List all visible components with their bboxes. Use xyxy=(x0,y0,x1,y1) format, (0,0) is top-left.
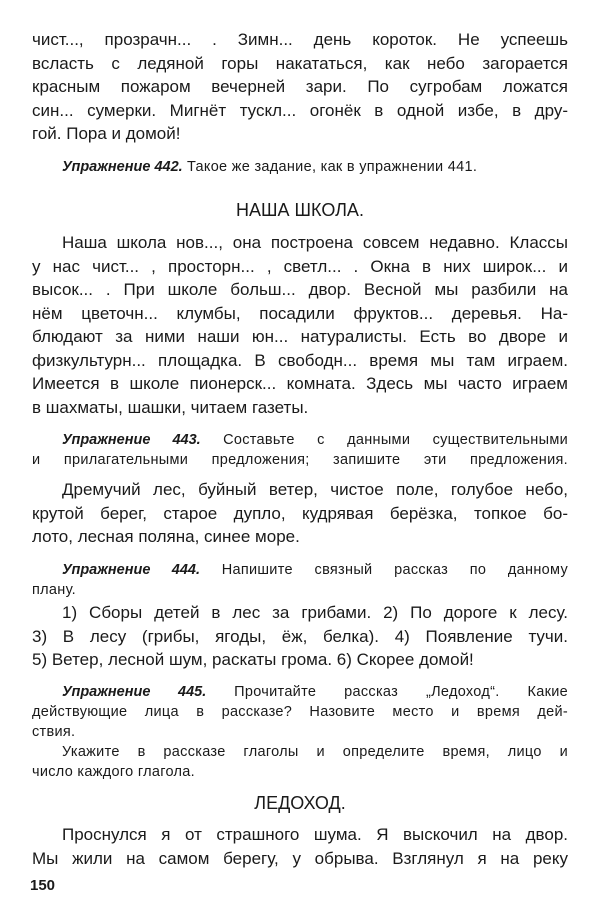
exercise-line: Укажите в рассказе глаголы и определите время, лицо и xyxy=(62,744,568,760)
text-line: Имеется в школе пионерск... комната. Здесь мы часто играем xyxy=(32,374,568,393)
text-line: нём цветочн... клумбы, посадили фруктов... деревья. На- xyxy=(32,303,568,323)
exercise-text: Составьте с данными существительными xyxy=(223,432,568,448)
exercise-label: Упражнение 443. xyxy=(62,432,201,448)
text-line: лото, лесная поляна, синее море. xyxy=(32,527,300,546)
exercise-445 xyxy=(32,682,568,782)
text-line: Наша школа нов..., она построена совсем недавно. Классы xyxy=(62,233,568,252)
paragraph-school xyxy=(32,231,568,419)
section-title-school: НАША ШКОЛА. xyxy=(236,200,364,220)
exercise-line: и прилагательными предложения; запишите эти предложения. xyxy=(32,452,568,468)
exercise-text: Напишите связный рассказ по данному xyxy=(221,562,568,578)
paragraph-winter xyxy=(32,28,568,146)
exercise-442 xyxy=(32,157,568,177)
text-line: физкультурн... площадка. В свободн... время мы там играем. xyxy=(32,350,568,370)
exercise-line: ствия. xyxy=(32,724,76,740)
exercise-label: Упражнение 442. xyxy=(62,159,183,175)
exercise-444 xyxy=(32,560,568,600)
section-title-icedrift: ЛЕДОХОД. xyxy=(254,793,346,813)
exercise-443 xyxy=(32,430,568,470)
text-line: крутой берег, старое дупло, кудрявая берёзка, топкое бо- xyxy=(32,503,568,523)
exercise-line xyxy=(32,157,568,177)
text-line: у нас чист... , просторн... , светл... . Окна в них широк... и xyxy=(32,256,568,276)
exercise-line xyxy=(32,430,568,450)
text-line: чист..., прозрачн... . Зимн... день короток. Не успеешь xyxy=(32,30,568,49)
text-line: высок... . При школе больш... двор. Весной мы разбили на xyxy=(32,280,568,299)
text-line: всласть с ледяной горы накататься, как небо загорается xyxy=(32,53,568,73)
plan-line: 3) В лесу (грибы, ягоды, ёж, белка). 4) Появление тучи. xyxy=(32,626,568,646)
exercise-line xyxy=(32,682,568,702)
exercise-line xyxy=(32,560,568,580)
text-line: Проснулся я от страшного шума. Я выскочил на двор. xyxy=(62,825,568,844)
exercise-text: Прочитайте рассказ „Ледоход“. Какие xyxy=(234,684,568,700)
text-line: в шахматы, шашки, читаем газеты. xyxy=(32,397,309,417)
paragraph-icedrift xyxy=(32,823,568,870)
exercise-line: число каждого глагола. xyxy=(32,764,195,780)
plan-line: 5) Ветер, лесной шум, раскаты грома. 6) Скорее домой! xyxy=(32,650,474,669)
exercise-line: плану. xyxy=(32,582,77,598)
text-line: Мы жили на самом берегу, у обрыва. Взглянул я на реку xyxy=(32,848,568,868)
text-line: гой. Пора и домой! xyxy=(32,124,181,143)
exercise-line: действующие лица в рассказе? Назовите место и время дей- xyxy=(32,704,568,720)
text-line: красным пожаром вечерней зари. По сугробам ложатся xyxy=(32,77,568,96)
text-line: син... сумерки. Мигнёт тускл... огонёк в одной избе, в дру- xyxy=(32,100,568,120)
plan-line: 1) Сборы детей в лес за грибами. 2) По дороге к лесу. xyxy=(62,603,568,622)
paragraph-phrases xyxy=(32,478,568,549)
page-number: 150 xyxy=(30,877,56,894)
plan-list xyxy=(32,601,568,672)
exercise-label: Упражнение 445. xyxy=(62,684,207,700)
exercise-text: Такое же задание, как в упражнении 441. xyxy=(187,159,478,175)
exercise-label: Упражнение 444. xyxy=(62,562,201,578)
text-line: блюдают за ними наши юн... натуралисты. Есть во дворе и xyxy=(32,327,568,346)
text-line: Дремучий лес, буйный ветер, чистое поле, голубое небо, xyxy=(62,480,568,499)
